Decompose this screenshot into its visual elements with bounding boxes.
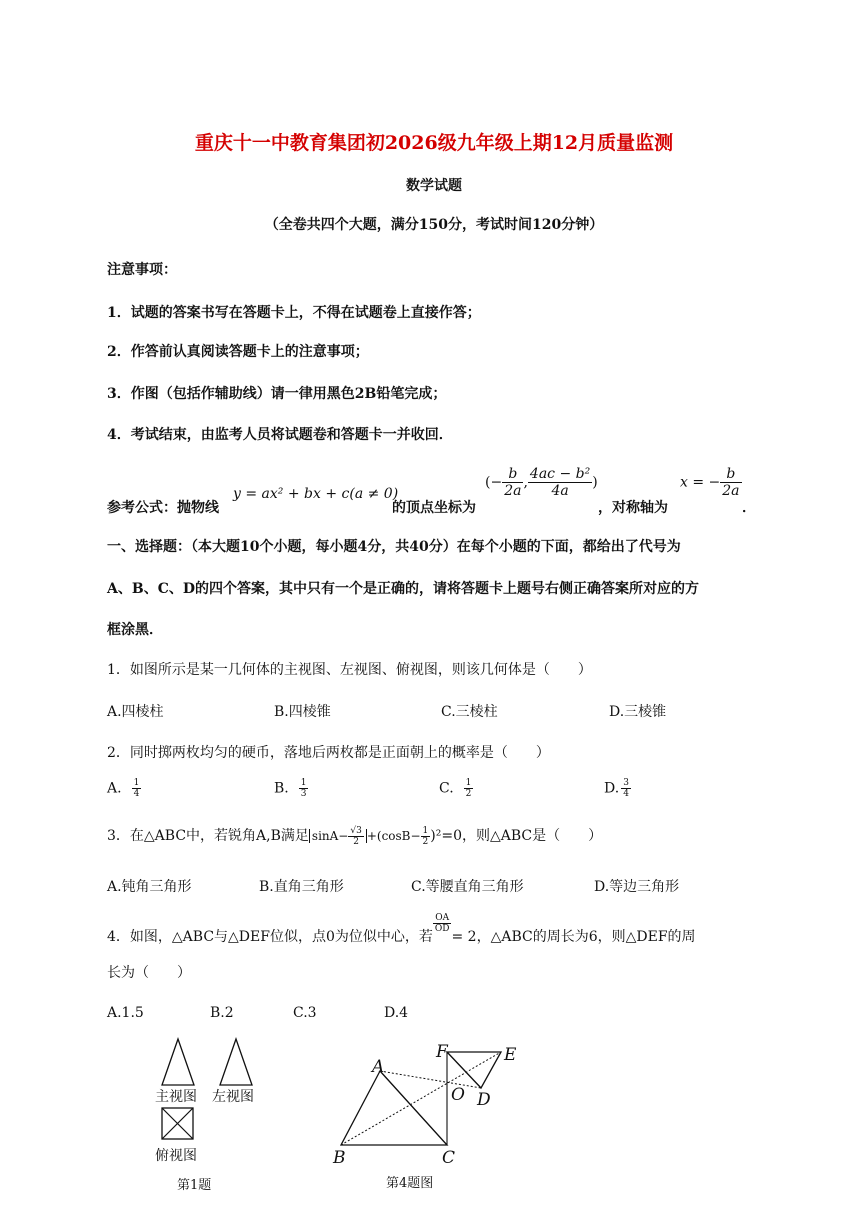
q2-option-d-label: D.: [604, 780, 620, 797]
q2-stem: 2．同时掷两枚均匀的硬币，落地后两枚都是正面朝上的概率是（ ）: [107, 745, 550, 761]
vertex-coordinate: (− $\frac{b}{2a}$ , $\frac{\text{4ac − b²}}{4a}$ ): [485, 466, 598, 499]
note-item-2: 2．作答前认真阅读答题卡上的注意事项；: [107, 344, 369, 360]
point-a-label: A: [372, 1057, 385, 1077]
section1-line-2: A、B、C、D的四个答案，其中只有一个是正确的，请将答题卡上题号右侧正确答案所对应的方: [107, 581, 699, 597]
q4-option-d: D.4: [384, 1005, 409, 1021]
q1-option-c: C.三棱柱: [441, 704, 498, 720]
formula-prefix: 参考公式：抛物线: [107, 500, 219, 516]
point-e-label: E: [504, 1045, 517, 1065]
q1-stem: 1．如图所示是某一几何体的主视图、左视图、俯视图，则该几何体是（ ）: [107, 662, 592, 678]
note-item-1: 1．试题的答案书写在答题卡上，不得在试题卷上直接作答；: [107, 305, 481, 321]
q3-sqrt-den: 2: [353, 837, 359, 847]
figure-4-caption: 第4题图: [386, 1176, 434, 1191]
axis-formula: [680, 466, 742, 499]
point-d-label: D: [477, 1090, 491, 1110]
q2-a-num: 1: [133, 778, 140, 788]
front-view-triangle: [162, 1039, 194, 1085]
point-o-label: O: [451, 1085, 465, 1105]
q3-option-c: C.等腰直角三角形: [411, 879, 524, 895]
left-view-triangle: [220, 1039, 252, 1085]
q2-option-c-label: C.: [439, 780, 454, 797]
q2-option-a: [107, 778, 141, 799]
q2-b-den: 3: [300, 789, 307, 799]
vertex-num-1: b: [502, 466, 523, 483]
q3-close-text: )²=0，则△ABC是（ ）: [430, 828, 603, 844]
top-view-label: 俯视图: [155, 1148, 197, 1164]
q4-ratio-den: OD: [434, 923, 450, 934]
axis-lhs: x = −: [680, 474, 721, 491]
q4-stem-line-1: [107, 912, 696, 945]
vertex-den-2: 4a: [551, 483, 569, 499]
formula-end: ．: [742, 500, 756, 516]
q3-abs-text: sinA−: [311, 829, 349, 843]
vertex-num-2: 4ac − b²: [529, 466, 591, 482]
q2-c-num: 1: [465, 778, 472, 788]
section1-line-3: 框涂黑．: [107, 622, 163, 638]
axis-num: b: [720, 466, 741, 483]
section1-line-1: 一、选择题：（本大题10个小题，每小题4分，共40分）在每个小题的下面，都给出了代号为: [107, 539, 681, 555]
formula-axis-text: ，对称轴为: [598, 500, 668, 516]
point-c-label: C: [442, 1148, 456, 1168]
q3-abs-expression: [309, 826, 367, 847]
q2-a-den: 4: [133, 789, 140, 799]
point-f-label: F: [436, 1042, 448, 1062]
q4-stem-line-2: 长为（ ）: [107, 965, 191, 981]
exam-info: （全卷共四个大题，满分150分，考试时间120分钟）: [264, 217, 604, 233]
q3-option-d: D.等边三角形: [594, 879, 680, 895]
q3-half-den: 2: [422, 836, 429, 847]
q4-stem-b: = 2，△ABC的周长为6，则△DEF的周: [451, 929, 696, 945]
left-view-label: 左视图: [212, 1089, 254, 1105]
vertex-den-1: 2a: [504, 483, 522, 499]
q3-stem: [107, 825, 602, 847]
q2-option-a-label: A.: [107, 780, 122, 797]
q2-option-b-label: B.: [274, 780, 289, 797]
front-view-label: 主视图: [155, 1089, 197, 1105]
triangle-abc: [341, 1071, 447, 1145]
page-title: 重庆十一中教育集团初2026级九年级上期12月质量监测: [194, 132, 674, 154]
axis-den: 2a: [722, 483, 740, 499]
page-subtitle: 数学试题: [406, 178, 462, 194]
note-item-4: 4．考试结束，由监考人员将试题卷和答题卡一并收回．: [107, 427, 453, 443]
q2-option-c: [439, 778, 473, 799]
q3-option-b: B.直角三角形: [259, 879, 344, 895]
q1-option-a: A.四棱柱: [107, 704, 164, 720]
q3-plus-text: +(cosB−: [366, 829, 421, 843]
q2-c-den: 2: [465, 789, 472, 799]
formula-vertex-text: 的顶点坐标为: [392, 500, 476, 516]
q4-option-a: A.1.5: [107, 1005, 144, 1021]
q4-stem-a: 4．如图，△ABC与△DEF位似，点0为位似中心，若: [107, 929, 433, 945]
figure-1-caption: 第1题: [177, 1178, 212, 1193]
q2-d-den: 4: [623, 789, 629, 799]
q2-d-num: 3: [623, 778, 629, 788]
line-f-d: [447, 1052, 481, 1088]
notes-heading: 注意事项：: [107, 262, 177, 278]
formula-equation: y = ax² + bx + c(a ≠ 0): [233, 486, 399, 502]
q3-stem-text: 3．在△ABC中，若锐角A,B满足: [107, 828, 309, 844]
q2-option-b: [274, 778, 308, 799]
q3-sqrt-num: √3: [350, 826, 362, 836]
q1-option-b: B.四棱锥: [274, 704, 331, 720]
figure-1-three-views: [150, 1035, 270, 1195]
q3-half-num: 1: [422, 825, 429, 836]
triangle-def: [447, 1052, 501, 1088]
q2-option-d: [604, 778, 631, 799]
line-a-d: [380, 1071, 481, 1088]
note-item-3: 3．作图（包括作辅助线）请一律用黑色2B铅笔完成；: [107, 386, 447, 402]
q1-option-d: D.三棱锥: [609, 704, 667, 720]
q4-option-b: B.2: [210, 1005, 234, 1021]
q4-option-c: C.3: [293, 1005, 317, 1021]
q2-b-num: 1: [300, 778, 307, 788]
point-b-label: B: [333, 1148, 346, 1168]
line-a-c: [380, 1071, 447, 1145]
q4-ratio-num: OA: [433, 913, 452, 924]
q3-option-a: A.钝角三角形: [107, 879, 192, 895]
